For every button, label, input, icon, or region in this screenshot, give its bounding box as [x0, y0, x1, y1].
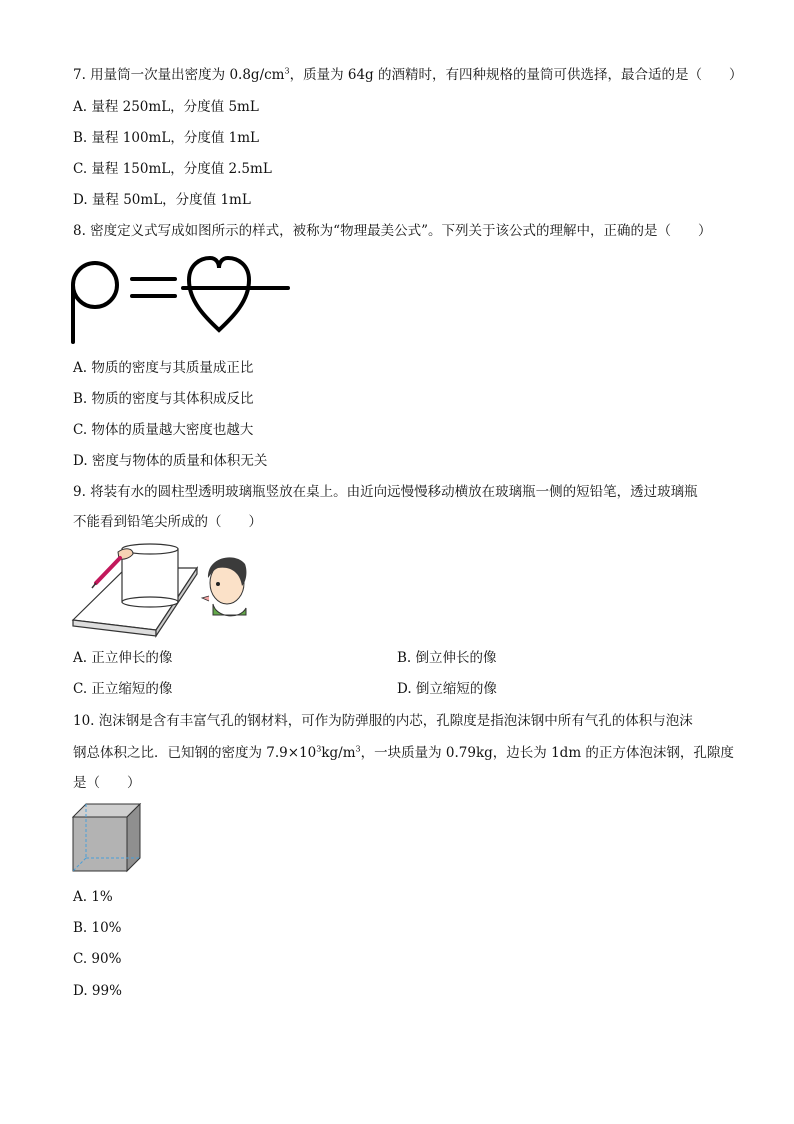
- pencil-tip: [92, 583, 96, 588]
- q10-stem-line2-part-c: ，一块质量为 0.79kg，边长为 1dm 的正方体泡沫钢，孔隙度: [360, 745, 734, 761]
- q10-stem-line2-part-b: kg/m: [321, 745, 356, 761]
- bottle-bottom: [122, 597, 178, 607]
- q9-option-b: B. 倒立伸长的像: [397, 650, 497, 666]
- q8-option-c: C. 物体的质量越大密度也越大: [73, 422, 254, 438]
- heart-shape: [189, 258, 249, 330]
- q10-stem-line1: 10. 泡沫钢是含有丰富气孔的钢材料，可作为防弹服的内芯，孔隙度是指泡沫钢中所有气孔的体积与泡沫: [73, 713, 693, 729]
- q9-stem-line1: 9. 将装有水的圆柱型透明玻璃瓶竖放在桌上。由近向远慢慢移动横放在玻璃瓶一侧的短铅笔，透过玻璃瓶: [73, 484, 698, 500]
- density-formula-figure: [68, 254, 292, 344]
- q9-option-d: D. 倒立缩短的像: [397, 681, 497, 697]
- boy-shirt: [213, 604, 246, 616]
- q7-option-d: D. 量程 50mL，分度值 1mL: [73, 192, 251, 208]
- foam-steel-cube-figure: [72, 803, 142, 873]
- q10-stem-line2: [73, 744, 734, 762]
- q9-stem-line2: 不能看到铅笔尖所成的（ ）: [73, 514, 262, 530]
- q10-option-c: C. 90%: [73, 951, 122, 967]
- q9-option-c: C. 正立缩短的像: [73, 681, 173, 697]
- q10-option-d: D. 99%: [73, 983, 122, 999]
- q10-option-a: A. 1%: [73, 889, 113, 905]
- q7-option-b: B. 量程 100mL，分度值 1mL: [73, 130, 259, 146]
- q10-exponent: 3: [316, 744, 322, 754]
- q9-option-a: A. 正立伸长的像: [73, 650, 173, 666]
- q10-stem-line2-part-a: 钢总体积之比．已知钢的密度为 7.9×10: [73, 745, 317, 761]
- q7-option-a: A. 量程 250mL，分度值 5mL: [73, 99, 259, 115]
- boy-mouth: [202, 596, 209, 601]
- q8-stem: 8. 密度定义式写成如图所示的样式，被称为“物理最美公式”。下列关于该公式的理解中，正确的是（ ）: [73, 223, 712, 239]
- q8-option-a: A. 物质的密度与其质量成正比: [73, 360, 254, 376]
- q7-option-c: C. 量程 150mL，分度值 2.5mL: [73, 161, 272, 177]
- q8-option-d: D. 密度与物体的质量和体积无关: [73, 453, 268, 469]
- boy-eye: [216, 582, 220, 586]
- q7-stem-part-b: ，质量为 64g 的酒精时，有四种规格的量筒可供选择，最合适的是（ ）: [289, 67, 743, 83]
- rho-bowl: [73, 263, 117, 307]
- q7-stem-superscript: 3: [284, 66, 290, 76]
- q10-unit-exponent: 3: [355, 744, 361, 754]
- q8-option-b: B. 物质的密度与其体积成反比: [73, 391, 254, 407]
- q7-stem-part-a: 7. 用量筒一次量出密度为 0.8g/cm: [73, 67, 285, 83]
- q10-stem-line3: 是（ ）: [73, 775, 141, 791]
- q10-option-b: B. 10%: [73, 920, 122, 936]
- glass-bottle-pencil-figure: [70, 538, 250, 642]
- q7-stem: [73, 66, 742, 84]
